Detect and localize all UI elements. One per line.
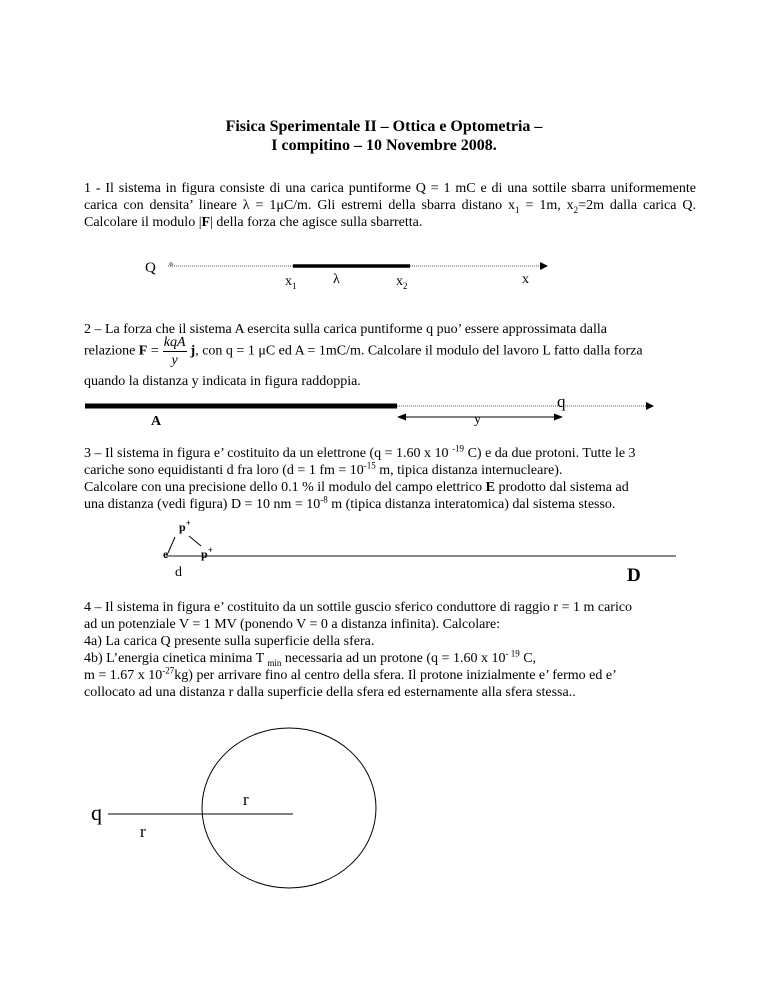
label-y: y	[474, 412, 481, 427]
problem-2-line3: quando la distanza y indicata in figura raddoppia.	[84, 374, 361, 389]
label-Q: Q	[145, 260, 156, 276]
problem-4-line3: 4a) La carica Q presente sulla superficie della sfera.	[84, 634, 375, 649]
label-A: A	[151, 414, 162, 429]
force-fraction: $\frac{\text{kqA}}{y}$	[163, 335, 186, 368]
problem-4-line5: m = 1.67 x $10^{-27}kg$) per arrivare fino al centro della sfera. Il protone inizialmente e’ fermo ed e’	[84, 665, 617, 683]
problem-3-line3: Calcolare con una precisione dello 0.1 % il modulo del campo elettrico E prodotto dal sistema ad	[84, 480, 629, 495]
label-d: d	[175, 565, 182, 580]
label-proton-top: p+	[179, 518, 191, 534]
problem-4-line1: 4 – Il sistema in figura e’ costituito da un sottile guscio sferico conduttore di raggio r = 1 m carico	[84, 600, 633, 615]
label-q-charge: q	[91, 800, 102, 825]
label-D: D	[627, 565, 641, 586]
label-x-axis: x	[522, 272, 529, 287]
problem-2-line2: relazione F = $\frac{\text{kqA}}{y}$ j, con q = 1 μC ed A = 1mC/m. Calcolare il modulo del lavoro L fatto dalla forza	[84, 335, 643, 368]
problem-4-line6: collocato ad una distanza r dalla superficie della sfera ed esternamente alla sfera stessa..	[84, 685, 576, 700]
label-r-radius: r	[243, 790, 249, 809]
label-x1: $x_1$	[285, 274, 297, 291]
label-lambda: λ	[333, 272, 340, 287]
problem-1-number: 1	[84, 181, 91, 196]
label-proton-right: p+	[201, 545, 213, 561]
problem-2-line1: 2 – La forza che il sistema A esercita sulla carica puntiforme q puo’ essere approssimata dalla	[84, 322, 607, 337]
problem-4-line4: 4b) L’energia cinetica minima T $_{min}$ necessaria ad un protone (q = 1.60 x $10^{- 19}$ C,	[84, 648, 537, 668]
problem-1-text: 1 - Il sistema in figura consiste di una carica puntiforme Q = 1 mC e di una sottile sbarra uniformemente carica con densita’ lineare λ = 1μC/m. Gli estremi della sbarra distano $x_1 = 1m$, $x_2=2m$ dalla carica Q. Calcolare il modulo |F| della forza che agisce sulla sbarretta.	[84, 181, 697, 230]
problem-3-line1: 3 – Il sistema in figura e’ costituito da un elettrone (q = 1.60 x 10 $^{-19}$ C) e da due protoni. Tutte le 3	[84, 443, 636, 461]
problem-4-line2: ad un potenziale V = 1 MV (ponendo V = 0 a distanza infinita). Calcolare:	[84, 617, 501, 632]
document-title-line1: Fisica Sperimentale II – Ottica e Optometria –	[225, 118, 543, 135]
label-q: q	[557, 392, 566, 411]
problem-3-line4: una distanza (vedi figura) D = 10 nm = $10^{-8}$ m (tipica distanza interatomica) dal sistema stesso.	[84, 494, 616, 512]
label-x2: $x_2$	[396, 274, 408, 291]
label-r-distance: r	[140, 822, 146, 841]
label-electron: e	[163, 547, 169, 561]
problem-3-line2: cariche sono equidistanti d fra loro (d = 1 fm = $10^{-15}$ m, tipica distanza internucleare).	[84, 460, 563, 478]
document-title-line2: I compitino – 10 Novembre 2008.	[271, 137, 497, 154]
